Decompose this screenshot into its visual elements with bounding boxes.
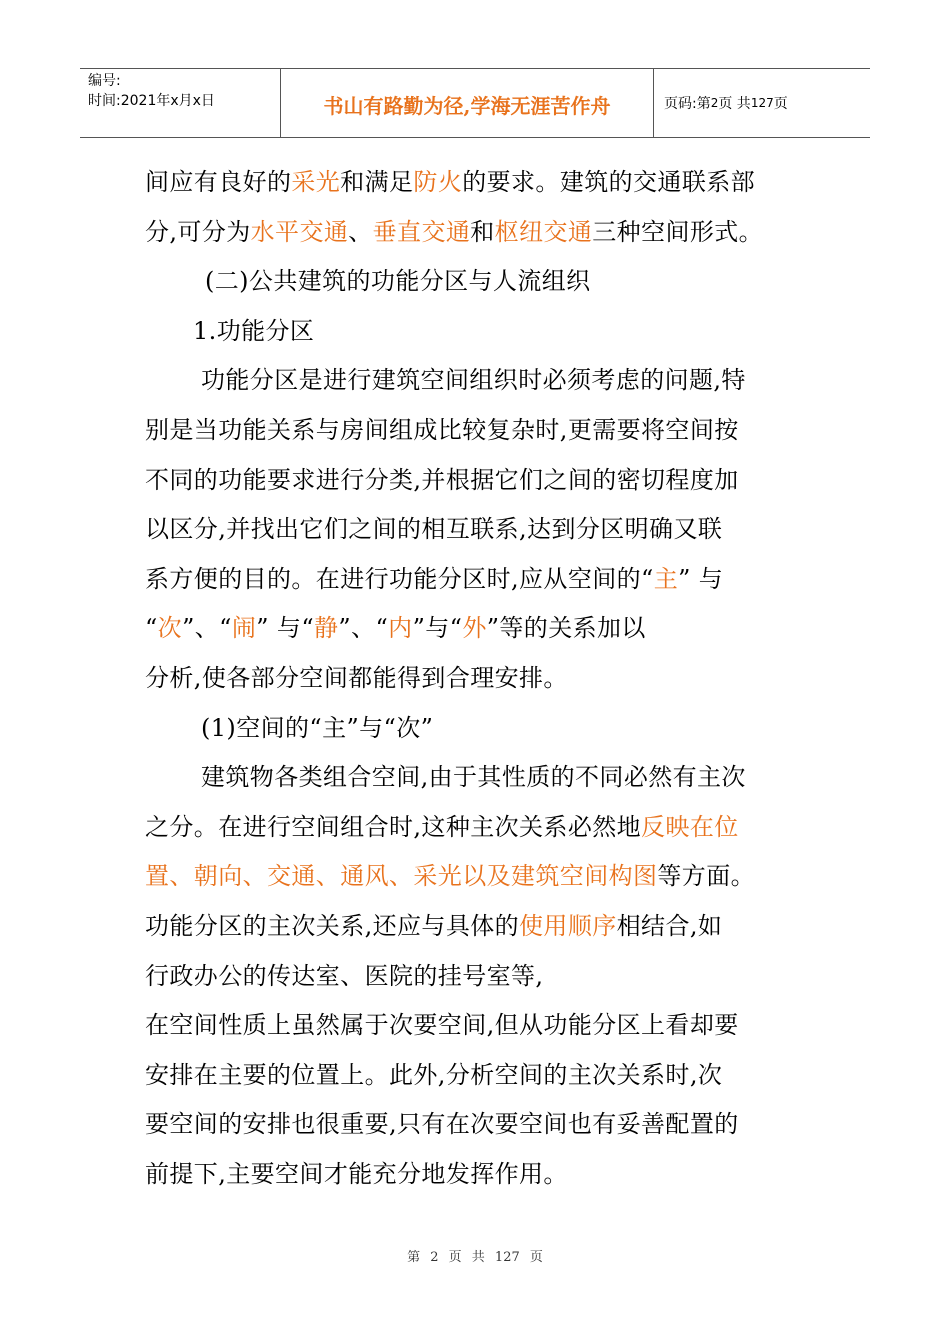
text-run: ”等的关系加以 <box>486 614 646 643</box>
text-run: 三种空间形式。 <box>592 217 764 246</box>
text-line <box>145 803 815 853</box>
text-run: 和 <box>470 217 495 246</box>
header-meta-cell <box>80 69 281 137</box>
text-run: “ <box>145 614 158 643</box>
text-run: 以区分,并找出它们之间的相互联系,达到分区明确又联 <box>145 515 723 544</box>
text-run: ”、“ <box>182 614 232 643</box>
text-run: 1.功能分区 <box>193 316 315 345</box>
text-line <box>145 753 815 803</box>
text-line <box>145 356 815 406</box>
highlight-text: 采光 <box>291 168 341 196</box>
text-run: 建筑物各类组合空间,由于其性质的不同必然有主次 <box>201 763 746 792</box>
text-line <box>145 406 815 456</box>
highlight-text: 水平交通 <box>250 217 349 246</box>
text-run: ”与“ <box>412 614 463 643</box>
text-run: 间应有良好的 <box>145 168 292 196</box>
highlight-text: 防火 <box>413 168 463 196</box>
text-line <box>145 654 815 704</box>
text-run: 等方面。 <box>657 862 756 891</box>
text-run: 分析,使各部分空间都能得到合理安排。 <box>145 663 568 692</box>
text-run: 相结合,如 <box>616 911 723 940</box>
text-line <box>145 902 815 952</box>
text-line <box>145 456 815 506</box>
text-run: ”、“ <box>338 614 389 643</box>
text-line <box>145 1051 815 1101</box>
text-run: 别是当功能关系与房间组成比较复杂时,更需要将空间按 <box>145 415 739 444</box>
text-line <box>145 555 815 605</box>
text-run: 安排在主要的位置上。此外,分析空间的主次关系时,次 <box>145 1060 723 1089</box>
text-run: 的要求。建筑的交通联系部 <box>462 168 756 196</box>
text-run: 不同的功能要求进行分类,并根据它们之间的密切程度加 <box>145 465 739 494</box>
page-prefix: 页码:第 <box>664 96 711 112</box>
page-number: 2 <box>710 96 719 110</box>
text-line <box>145 1001 815 1051</box>
highlight-text: 垂直交通 <box>372 217 471 246</box>
text-run: ” 与 <box>678 564 724 593</box>
highlight-text: 闹 <box>231 614 257 643</box>
highlight-text: 主 <box>653 564 679 593</box>
text-run: 功能分区的主次关系,还应与具体的 <box>145 911 520 940</box>
text-line <box>145 604 815 654</box>
document-body <box>145 158 815 1199</box>
highlight-text: 使用顺序 <box>519 911 617 940</box>
text-run: (1)空间的“主”与“次” <box>201 713 434 742</box>
text-run: 和满足 <box>340 168 414 196</box>
text-line <box>145 505 815 555</box>
text-run: 、 <box>348 217 373 246</box>
text-line <box>145 158 815 208</box>
highlight-text: 枢纽交通 <box>494 217 593 246</box>
subsection-heading <box>145 704 815 754</box>
page-suffix: 页 <box>773 96 788 112</box>
text-run: 功能分区是进行建筑空间组织时必须考虑的问题,特 <box>201 366 746 395</box>
subsection-heading <box>145 307 815 357</box>
text-line <box>145 1150 815 1200</box>
header-page-cell <box>654 69 870 137</box>
text-line <box>145 852 815 902</box>
text-line <box>145 1100 815 1150</box>
highlight-text: 次 <box>157 614 183 643</box>
section-heading <box>145 257 815 307</box>
header-motto: 书山有路勤为径,学海无涯苦作舟 <box>323 93 611 118</box>
text-run: (二)公共建筑的功能分区与人流组织 <box>205 267 591 296</box>
highlight-text: 内 <box>388 614 413 643</box>
text-run: 要空间的安排也很重要,只有在次要空间也有妥善配置的 <box>145 1110 739 1139</box>
page-mid: 页 共 <box>718 96 751 112</box>
text-line <box>145 208 815 258</box>
text-run: ” 与“ <box>256 614 315 643</box>
page-total: 127 <box>750 96 774 110</box>
text-run: 前提下,主要空间才能充分地发挥作用。 <box>145 1159 568 1188</box>
highlight-text: 外 <box>462 614 487 643</box>
highlight-text: 静 <box>314 614 339 643</box>
highlight-text: 反映在位 <box>641 812 739 841</box>
text-run: 行政办公的传达室、医院的挂号室等, <box>145 961 544 990</box>
page-header <box>80 68 870 138</box>
text-line <box>145 952 815 1002</box>
text-run: 分,可分为 <box>145 217 251 246</box>
text-run: 系方便的目的。在进行功能分区时,应从空间的“ <box>145 564 654 593</box>
text-run: 在空间性质上虽然属于次要空间,但从功能分区上看却要 <box>145 1011 739 1040</box>
highlight-text: 置、朝向、交通、通风、采光以及建筑空间构图 <box>145 862 658 891</box>
page-footer: 第 2 页 共 127 页 <box>407 1250 543 1265</box>
document-number-label: 编号: <box>88 73 121 89</box>
text-run: 之分。在进行空间组合时,这种主次关系必然地 <box>145 812 642 841</box>
document-time-label: 时间:2021年x月x日 <box>88 93 215 109</box>
header-motto-cell <box>281 69 654 137</box>
